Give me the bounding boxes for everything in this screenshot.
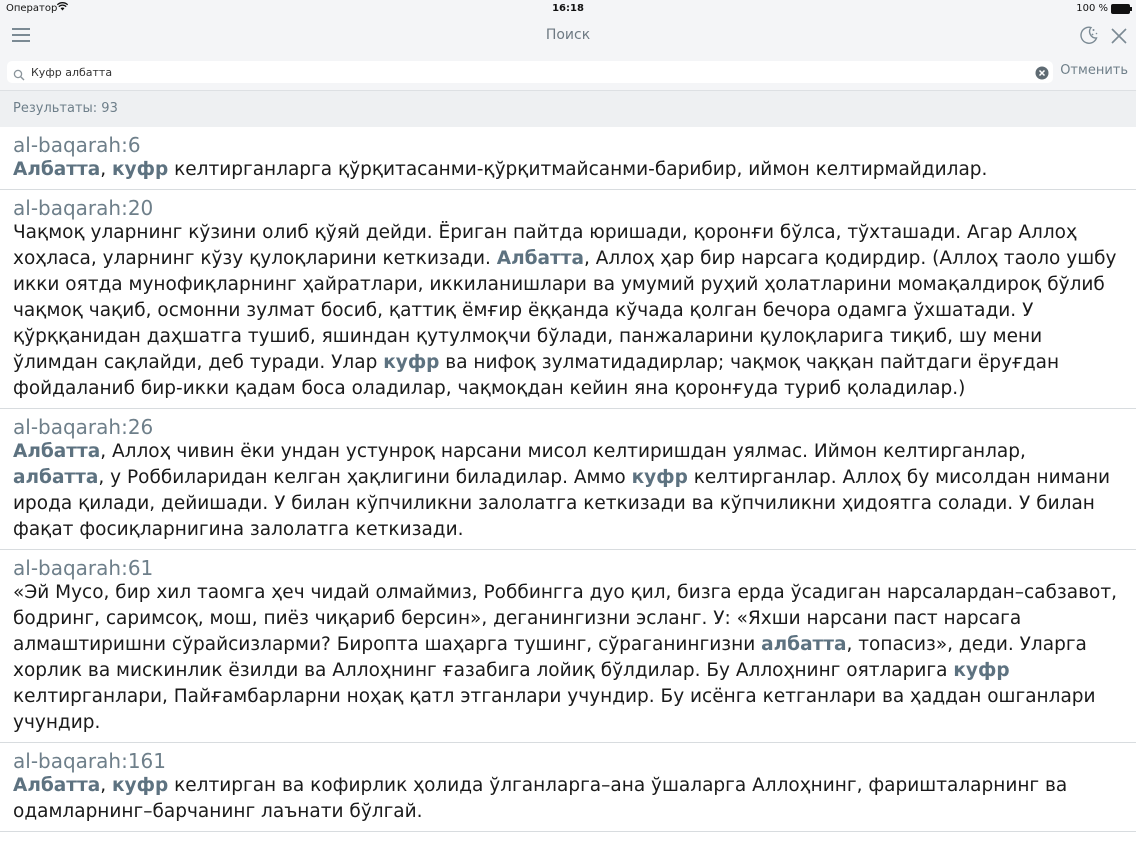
search-highlight: Албатта	[13, 441, 101, 462]
verse-text-segment: ва нифоқ зулматидадирлар; чақмоқ чаққан пайтдаги ёруғдан фойдаланиб бир-икки қадам боса оладилар, чақмоқдан кейин яна қоронғуда туриб қоладилар.)	[13, 352, 1060, 399]
results-list[interactable]	[0, 127, 1136, 852]
search-highlight: куфр	[953, 660, 1010, 681]
verse-text	[13, 580, 1123, 736]
verse-text-segment: , Аллоҳ чивин ёки ундан устунроқ нарсани мисол келтиришдан уялмас. Иймон келтирганлар,	[100, 441, 1026, 462]
result-item[interactable]	[0, 550, 1136, 743]
search-highlight: куфр	[631, 467, 688, 488]
verse-text-segment: ,	[100, 775, 112, 796]
verse-text-segment: , у Роббиларидан келган ҳақлигини биладилар. Аммо	[98, 467, 632, 488]
verse-text	[13, 773, 1123, 825]
page-title: Поиск	[545, 27, 591, 43]
search-highlight: албатта	[761, 634, 847, 655]
search-highlight: Албатта	[496, 248, 584, 269]
search-icon	[13, 66, 25, 78]
verse-reference: al-baqarah:20	[13, 196, 154, 220]
clock: 16:18	[552, 3, 584, 14]
cancel-button[interactable]: Отменить	[1060, 63, 1128, 78]
search-input[interactable]	[31, 63, 1021, 81]
battery-percent: 100 %	[1076, 3, 1108, 14]
verse-text-segment: Чақмоқ уларнинг кўзини олиб қўяй дейди. Ёриган пайтда юришади, қоронғи бўлса, тўхташади. Агар Аллоҳ хоҳласа, уларнинг кўзу қулоқларини кеткизади.	[13, 222, 1077, 269]
search-highlight: куфр	[111, 775, 169, 796]
navigation-bar	[0, 17, 1136, 55]
verse-text-segment: , Аллоҳ ҳар бир нарсага қодирдир. (Аллоҳ таоло ушбу икки оятда мунофиқларнинг ҳайратлари, иккиланишлари ва умумий руҳий ҳолатларини момақалдироқ бўлиб чақмоқ чақиб, осмонни зулмат босиб, қаттиқ ёмғир ёққанда кўчада қолган бечора одамга ўхшатади. У қўрққанидан даҳшатга тушиб, яшиндан қутулмоқчи бўлади, панжаларини қулоқларига тиқиб, шу мени ўлимдан сақлайди, деб туради. Улар	[13, 248, 1117, 373]
carrier-label: Оператор	[6, 3, 58, 14]
verse-reference: al-baqarah:26	[13, 415, 154, 439]
result-item[interactable]	[0, 190, 1136, 409]
verse-reference: al-baqarah:6	[13, 133, 141, 157]
verse-text-segment: келтирган ва кофирлик ҳолида ўлганларга–ана ўшаларга Аллоҳнинг, фариштaларнинг ва одамларнинг–барчанинг лаънати бўлгай.	[13, 775, 1068, 822]
search-highlight: Албатта	[13, 159, 101, 180]
verse-text-segment: «Эй Мусо, бир хил таомга ҳеч чидай олмаймиз, Роббингга дуо қил, бизга ерда ўсадиган нарсалардан–сабзавот, бодринг, саримсоқ, мош, пиёз чиқариб берсин», деганингизни эсланг. У: «Яхши нарсани паст нарсага алмаштиришни сўрайсизларми? Биропта шаҳарга тушинг, сўраганингизни	[13, 582, 1117, 655]
search-highlight: куфр	[111, 159, 169, 180]
result-item[interactable]	[0, 127, 1136, 190]
results-count: Результаты: 93	[13, 101, 118, 116]
verse-reference: al-baqarah:61	[13, 556, 154, 580]
verse-reference: al-baqarah:161	[13, 749, 166, 773]
verse-text	[13, 157, 1123, 183]
result-item[interactable]	[0, 409, 1136, 550]
clear-icon[interactable]	[1035, 65, 1049, 79]
verse-text-segment: , топасиз», деди. Уларга хорлик ва мискинлик ёзилди ва Аллоҳнинг ғазабига лойиқ бўлдилар. Бу Аллоҳнинг оятларига	[13, 634, 1087, 681]
verse-text	[13, 220, 1123, 402]
search-highlight: Албатта	[13, 775, 101, 796]
verse-text-segment: келтирганлар. Аллоҳ бу мисолдан нимани ирода қилади, дейишади. У билан кўпчиликни залолатга кеткизади ва кўпчиликни ҳидоятга солади. У билан фақат фосиқларнигина залолатга кеткизади.	[13, 467, 1111, 540]
verse-text-segment: ,	[100, 159, 112, 180]
battery-icon	[1111, 4, 1130, 14]
verse-text-segment: келтирганларга қўрқитасанми-қўрқитмайсанми-барибир, иймон келтирмайдилар.	[168, 159, 988, 180]
search-field[interactable]	[7, 61, 1053, 83]
night-mode-icon[interactable]	[1078, 24, 1100, 46]
verse-text	[13, 439, 1123, 543]
verse-text-segment: келтирганлари, Пайғамбарларни ноҳақ қатл этганлари учундир. Бу исёнга кетганлари ва ҳаддан ошганлари учундир.	[13, 686, 1096, 733]
search-highlight: албатта	[13, 467, 99, 488]
search-bar	[0, 54, 1136, 91]
close-icon[interactable]	[1108, 25, 1130, 47]
result-item[interactable]	[0, 743, 1136, 832]
status-bar	[0, 0, 1136, 17]
search-highlight: куфр	[383, 352, 440, 373]
results-count-bar	[0, 91, 1136, 127]
